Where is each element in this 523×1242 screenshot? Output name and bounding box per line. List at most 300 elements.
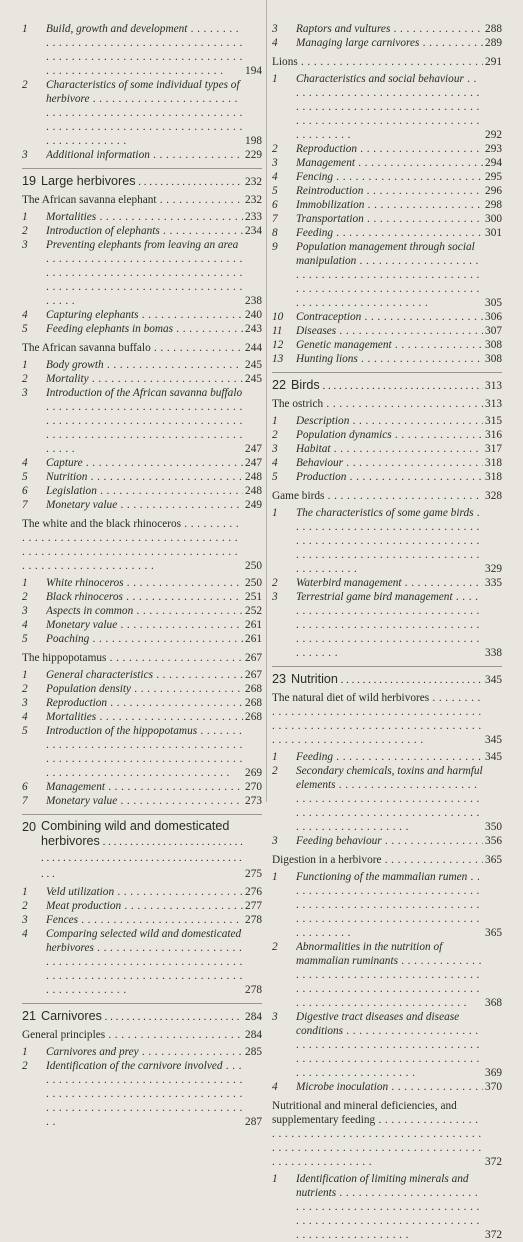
item-page: 268 [245, 711, 262, 723]
section-title: General principles . . . [22, 1028, 243, 1042]
toc-item[interactable] [272, 22, 502, 36]
item-number: 4 [272, 37, 278, 49]
toc-item[interactable] [272, 470, 502, 484]
toc-item[interactable] [272, 184, 502, 198]
toc-item[interactable] [22, 210, 262, 224]
item-page: 370 [485, 1081, 502, 1093]
item-page: 306 [485, 311, 502, 323]
chapter-title: Large herbivores . . . [41, 173, 243, 190]
toc-item[interactable] [22, 618, 262, 632]
item-page: 368 [485, 997, 502, 1009]
item-title: Introduction of the African savanna buffalo . . . [46, 386, 243, 456]
item-page: 269 [245, 767, 262, 779]
item-page: 285 [245, 1046, 262, 1058]
section-page: 244 [245, 342, 262, 354]
chapter-number: 20 [22, 820, 37, 834]
section-page: 313 [485, 398, 502, 410]
toc-item[interactable] [272, 506, 502, 576]
toc-section[interactable] [22, 651, 262, 665]
toc-item[interactable] [22, 484, 262, 498]
toc-item[interactable] [272, 310, 502, 324]
item-page: 270 [245, 781, 262, 793]
item-number: 6 [22, 485, 28, 497]
item-page: 300 [485, 213, 502, 225]
item-title: Reproduction . . . [46, 696, 243, 710]
toc-item[interactable] [272, 338, 502, 352]
item-title: Build, growth and development . . . [46, 22, 243, 78]
section-page: 372 [485, 1156, 502, 1168]
item-page: 335 [485, 577, 502, 589]
section-title: The hippopotamus . . . [22, 651, 243, 665]
item-title: Behaviour . . . [296, 456, 483, 470]
section-page: 267 [245, 652, 262, 664]
item-page: 315 [485, 415, 502, 427]
chapter-page: 345 [485, 674, 502, 686]
toc-section[interactable] [272, 489, 502, 503]
section-title: Digestion in a herbivore . . . [272, 853, 483, 867]
item-title: Introduction of elephants . . . [46, 224, 243, 238]
toc-item[interactable] [22, 682, 262, 696]
toc-section[interactable] [272, 55, 502, 69]
item-title: Mortalities . . . [46, 710, 243, 724]
toc-section[interactable] [22, 193, 262, 207]
toc-section[interactable] [272, 691, 502, 747]
item-page: 248 [245, 471, 262, 483]
section-page: 232 [245, 194, 262, 206]
item-number: 4 [22, 928, 28, 940]
item-page: 294 [485, 157, 502, 169]
toc-item[interactable] [272, 1172, 502, 1242]
item-page: 287 [245, 1116, 262, 1128]
item-page: 249 [245, 499, 262, 511]
toc-chapter[interactable] [272, 671, 502, 688]
toc-section[interactable] [272, 397, 502, 411]
item-number: 1 [22, 23, 28, 35]
item-number: 4 [272, 457, 278, 469]
item-title: Waterbird management . . . [296, 576, 483, 590]
toc-item[interactable] [22, 322, 262, 336]
toc-item[interactable] [272, 940, 502, 1010]
item-number: 1 [272, 73, 278, 85]
item-number: 6 [22, 781, 28, 793]
toc-item[interactable] [272, 36, 502, 50]
item-title: Introduction of the hippopotamus . . . [46, 724, 243, 780]
item-page: 298 [485, 199, 502, 211]
item-number: 3 [22, 149, 28, 161]
chapter-title: Nutrition . . . [291, 671, 483, 688]
item-number: 3 [22, 697, 28, 709]
item-title: Monetary value . . . [46, 794, 243, 808]
item-number: 3 [272, 1011, 278, 1023]
item-number: 1 [22, 886, 28, 898]
item-number: 1 [272, 871, 278, 883]
item-page: 278 [245, 914, 262, 926]
toc-item[interactable] [22, 780, 262, 794]
item-title: Fences . . . [46, 913, 243, 927]
chapter-number: 23 [272, 672, 287, 686]
chapter-title: Birds . . . [291, 377, 483, 394]
item-page: 308 [485, 339, 502, 351]
toc-item[interactable] [272, 142, 502, 156]
item-title: Body growth . . . [46, 358, 243, 372]
toc-section[interactable] [22, 517, 262, 573]
toc-item[interactable] [22, 456, 262, 470]
item-page: 252 [245, 605, 262, 617]
section-title: Nutritional and mineral deficiencies, and supplementary feeding . . . [272, 1099, 483, 1169]
item-page: 229 [245, 149, 262, 161]
item-number: 2 [22, 225, 28, 237]
item-title: Population management through social manipulation . . . [296, 240, 483, 310]
item-title: Feeding . . . [296, 226, 483, 240]
toc-item[interactable] [272, 456, 502, 470]
item-title: Habitat . . . [296, 442, 483, 456]
toc-item[interactable] [272, 170, 502, 184]
item-number: 7 [272, 213, 278, 225]
toc-item[interactable] [272, 764, 502, 834]
item-page: 261 [245, 619, 262, 631]
item-page: 234 [245, 225, 262, 237]
item-title: Contraception . . . [296, 310, 483, 324]
item-page: 245 [245, 359, 262, 371]
toc-item[interactable] [22, 498, 262, 512]
chapter-page: 313 [485, 380, 502, 392]
item-page: 261 [245, 633, 262, 645]
item-page: 369 [485, 1067, 502, 1079]
item-page: 289 [485, 37, 502, 49]
item-number: 4 [22, 457, 28, 469]
section-title: Lions . . . [272, 55, 483, 69]
item-number: 3 [22, 387, 28, 399]
item-number: 2 [272, 941, 278, 953]
toc-item[interactable] [22, 590, 262, 604]
item-number: 1 [272, 751, 278, 763]
toc-section[interactable] [272, 853, 502, 867]
toc-item[interactable] [22, 22, 262, 78]
toc-item[interactable] [272, 834, 502, 848]
section-title: Game birds . . . [272, 489, 483, 503]
item-number: 13 [272, 353, 284, 365]
item-title: Diseases . . . [296, 324, 483, 338]
item-page: 240 [245, 309, 262, 321]
toc-chapter[interactable] [272, 377, 502, 394]
item-title: Microbe inoculation . . . [296, 1080, 483, 1094]
section-page: 291 [485, 56, 502, 68]
item-number: 12 [272, 339, 284, 351]
section-page: 284 [245, 1029, 262, 1041]
item-page: 251 [245, 591, 262, 603]
toc-item[interactable] [272, 240, 502, 310]
item-page: 268 [245, 683, 262, 695]
item-number: 2 [22, 79, 28, 91]
item-number: 4 [22, 711, 28, 723]
item-page: 301 [485, 227, 502, 239]
item-title: Mortality . . . [46, 372, 243, 386]
toc-chapter[interactable] [22, 1008, 262, 1025]
item-title: Production . . . [296, 470, 483, 484]
item-page: 293 [485, 143, 502, 155]
item-number: 6 [272, 199, 278, 211]
item-number: 5 [272, 471, 278, 483]
item-page: 277 [245, 900, 262, 912]
item-number: 11 [272, 325, 283, 337]
toc-item[interactable] [272, 870, 502, 940]
item-number: 3 [22, 914, 28, 926]
toc-item[interactable] [272, 324, 502, 338]
item-page: 316 [485, 429, 502, 441]
toc-item[interactable] [272, 750, 502, 764]
item-title: The characteristics of some game birds . . . [296, 506, 483, 576]
item-number: 4 [22, 619, 28, 631]
item-title: Comparing selected wild and domesticated herbivores . . . [46, 927, 243, 997]
item-title: Preventing elephants from leaving an area . . . [46, 238, 243, 308]
item-title: Functioning of the mammalian rumen . . . [296, 870, 483, 940]
item-title: Fencing . . . [296, 170, 483, 184]
item-number: 2 [272, 577, 278, 589]
item-page: 278 [245, 984, 262, 996]
item-title: Poaching . . . [46, 632, 243, 646]
toc-item[interactable] [22, 386, 262, 456]
toc-item[interactable] [272, 1010, 502, 1080]
toc-item[interactable] [22, 78, 262, 148]
toc-item[interactable] [22, 696, 262, 710]
toc-section[interactable] [22, 341, 262, 355]
item-title: Abnormalities in the nutrition of mammalian ruminants . . . [296, 940, 483, 1010]
chapter-divider [272, 372, 502, 373]
item-page: 307 [485, 325, 502, 337]
toc-item[interactable] [272, 428, 502, 442]
item-page: 345 [485, 751, 502, 763]
item-page: 372 [485, 1229, 502, 1241]
chapter-number: 22 [272, 378, 287, 392]
item-page: 318 [485, 471, 502, 483]
toc-item[interactable] [22, 899, 262, 913]
item-number: 3 [272, 443, 278, 455]
item-number: 1 [22, 669, 28, 681]
section-title: The African savanna elephant . . . [22, 193, 243, 207]
item-title: Mortalities . . . [46, 210, 243, 224]
item-title: Description . . . [296, 414, 483, 428]
toc-chapter[interactable] [22, 173, 262, 190]
item-title: Characteristics and social behaviour . . . [296, 72, 483, 142]
item-number: 7 [22, 499, 28, 511]
chapter-number: 21 [22, 1009, 37, 1023]
toc-item[interactable] [22, 224, 262, 238]
item-title: Population density . . . [46, 682, 243, 696]
toc-item[interactable] [272, 352, 502, 366]
item-page: 245 [245, 373, 262, 385]
toc-section[interactable] [22, 1028, 262, 1042]
item-title: Feeding elephants in bomas . . . [46, 322, 243, 336]
toc-item[interactable] [272, 1080, 502, 1094]
section-title: The white and the black rhinoceros . . . [22, 517, 243, 573]
item-page: 292 [485, 129, 502, 141]
toc-item[interactable] [272, 198, 502, 212]
item-title: Meat production . . . [46, 899, 243, 913]
item-title: Nutrition . . . [46, 470, 243, 484]
toc-item[interactable] [22, 927, 262, 997]
item-title: Hunting lions . . . [296, 352, 483, 366]
item-title: Capture . . . [46, 456, 243, 470]
item-number: 2 [22, 683, 28, 695]
item-page: 318 [485, 457, 502, 469]
chapter-title: Combining wild and domesticated herbivores . . . [41, 819, 243, 882]
item-page: 356 [485, 835, 502, 847]
item-page: 329 [485, 563, 502, 575]
item-title: Immobilization . . . [296, 198, 483, 212]
item-title: Terrestrial game bird management . . . [296, 590, 483, 660]
toc-item[interactable] [22, 632, 262, 646]
item-number: 4 [272, 171, 278, 183]
item-title: Reproduction . . . [296, 142, 483, 156]
toc-item[interactable] [22, 794, 262, 808]
item-number: 5 [22, 725, 28, 737]
item-number: 3 [22, 605, 28, 617]
item-title: General characteristics . . . [46, 668, 243, 682]
item-number: 2 [272, 429, 278, 441]
toc-item[interactable] [272, 442, 502, 456]
toc-item[interactable] [22, 1045, 262, 1059]
section-title: The African savanna buffalo . . . [22, 341, 243, 355]
item-title: Identification of the carnivore involved . . . [46, 1059, 243, 1129]
item-title: Aspects in common . . . [46, 604, 243, 618]
item-title: Management . . . [46, 780, 243, 794]
chapter-page: 284 [245, 1011, 262, 1023]
toc-item[interactable] [22, 148, 262, 162]
item-number: 3 [272, 23, 278, 35]
section-page: 365 [485, 854, 502, 866]
item-page: 268 [245, 697, 262, 709]
item-title: Legislation . . . [46, 484, 243, 498]
item-page: 247 [245, 457, 262, 469]
item-page: 276 [245, 886, 262, 898]
item-title: Management . . . [296, 156, 483, 170]
item-number: 3 [272, 835, 278, 847]
item-number: 4 [22, 309, 28, 321]
toc-item[interactable] [22, 724, 262, 780]
chapter-page: 275 [245, 868, 262, 880]
item-page: 350 [485, 821, 502, 833]
item-title: White rhinoceros . . . [46, 576, 243, 590]
item-number: 1 [272, 1173, 278, 1185]
item-title: Monetary value . . . [46, 618, 243, 632]
item-title: Additional information . . . [46, 148, 243, 162]
chapter-divider [22, 1003, 262, 1004]
item-page: 288 [485, 23, 502, 35]
toc-left-column [22, 22, 262, 1129]
item-page: 248 [245, 485, 262, 497]
toc-item[interactable] [272, 590, 502, 660]
item-page: 243 [245, 323, 262, 335]
toc-item[interactable] [22, 238, 262, 308]
item-number: 3 [272, 591, 278, 603]
chapter-divider [22, 814, 262, 815]
item-number: 2 [272, 765, 278, 777]
toc-item[interactable] [22, 1059, 262, 1129]
item-page: 338 [485, 647, 502, 659]
toc-item[interactable] [22, 358, 262, 372]
item-number: 1 [272, 507, 278, 519]
item-number: 1 [22, 359, 28, 371]
item-number: 1 [272, 415, 278, 427]
item-number: 5 [22, 323, 28, 335]
item-title: Feeding . . . [296, 750, 483, 764]
chapter-number: 19 [22, 174, 37, 188]
section-page: 250 [245, 560, 262, 572]
toc-item[interactable] [272, 72, 502, 142]
item-title: Feeding behaviour . . . [296, 834, 483, 848]
item-title: Identification of limiting minerals and nutrients . . . [296, 1172, 483, 1242]
item-number: 3 [22, 239, 28, 251]
section-title: The natural diet of wild herbivores . . . [272, 691, 483, 747]
toc-item[interactable] [272, 156, 502, 170]
item-title: Digestive tract diseases and disease conditions . . . [296, 1010, 483, 1080]
toc-item[interactable] [22, 885, 262, 899]
item-number: 2 [22, 591, 28, 603]
item-page: 233 [245, 211, 262, 223]
item-title: Carnivores and prey . . . [46, 1045, 243, 1059]
toc-item[interactable] [22, 470, 262, 484]
toc-item[interactable] [22, 604, 262, 618]
item-number: 1 [22, 577, 28, 589]
item-title: Genetic management . . . [296, 338, 483, 352]
item-title: Population dynamics . . . [296, 428, 483, 442]
item-title: Capturing elephants . . . [46, 308, 243, 322]
item-number: 2 [272, 143, 278, 155]
item-number: 1 [22, 1046, 28, 1058]
toc-item[interactable] [22, 308, 262, 322]
item-page: 250 [245, 577, 262, 589]
item-page: 198 [245, 135, 262, 147]
chapter-divider [22, 168, 262, 169]
toc-item[interactable] [272, 212, 502, 226]
chapter-title: Carnivores . . . [41, 1008, 243, 1025]
item-number: 2 [22, 373, 28, 385]
toc-chapter[interactable] [22, 819, 262, 882]
item-page: 305 [485, 297, 502, 309]
item-title: Characteristics of some individual types of herbivore . . . [46, 78, 243, 148]
item-number: 2 [22, 900, 28, 912]
item-page: 365 [485, 927, 502, 939]
item-page: 273 [245, 795, 262, 807]
item-title: Transportation . . . [296, 212, 483, 226]
toc-right-column [272, 22, 502, 1242]
toc-item[interactable] [22, 372, 262, 386]
item-page: 247 [245, 443, 262, 455]
toc-item[interactable] [22, 913, 262, 927]
item-page: 267 [245, 669, 262, 681]
item-number: 7 [22, 795, 28, 807]
toc-section[interactable] [272, 1099, 502, 1169]
toc-item[interactable] [22, 710, 262, 724]
chapter-divider [272, 666, 502, 667]
item-number: 10 [272, 311, 284, 323]
toc-item[interactable] [22, 668, 262, 682]
item-page: 317 [485, 443, 502, 455]
toc-item[interactable] [22, 576, 262, 590]
item-number: 9 [272, 241, 278, 253]
toc-item[interactable] [272, 576, 502, 590]
item-page: 194 [245, 65, 262, 77]
item-number: 5 [272, 185, 278, 197]
item-title: Veld utilization . . . [46, 885, 243, 899]
item-number: 3 [272, 157, 278, 169]
item-page: 308 [485, 353, 502, 365]
item-number: 4 [272, 1081, 278, 1093]
toc-item[interactable] [272, 226, 502, 240]
item-title: Secondary chemicals, toxins and harmful elements . . . [296, 764, 483, 834]
item-number: 2 [22, 1060, 28, 1072]
toc-item[interactable] [272, 414, 502, 428]
